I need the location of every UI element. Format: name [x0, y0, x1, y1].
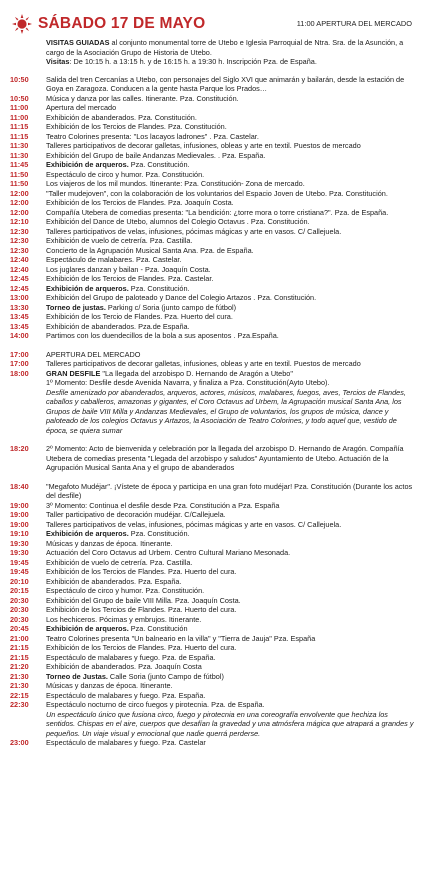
schedule-row: [10, 359, 420, 369]
event-time: 19:10: [10, 529, 29, 539]
event-time: 18:40: [10, 481, 29, 491]
event-text: Exhibición de los Tercio de Flandes. Pza. Huerto del cura.: [46, 312, 233, 322]
event-time: 20:15: [10, 586, 29, 596]
event-time: 18:00: [10, 368, 29, 378]
event-text: Salida del tren Cercanías a Utebo, con personajes del Siglo XVI que animarán y bailarán, desde la estación de Goya en Zaragoza. Conducen a la gente hasta Parque los Prados…: [46, 74, 405, 94]
event-description: [46, 388, 420, 436]
schedule-row: [10, 113, 420, 123]
event-text: Espectáculo de malabares. Pza. Castelar.: [46, 255, 182, 265]
schedule-row: [10, 141, 420, 151]
event-highlight: Torneo de justas.: [46, 302, 106, 312]
event-description: [46, 132, 420, 142]
event-time: 17:00: [10, 359, 29, 369]
event-time: 12:30: [10, 226, 29, 236]
schedule-row: [10, 274, 420, 284]
event-description: [46, 208, 420, 218]
event-description: [46, 255, 420, 265]
event-time: 11:30: [10, 141, 29, 151]
schedule-row: [10, 634, 420, 644]
event-time: [10, 378, 46, 388]
event-note: Un espectáculo único que fusiona circo, fuego y pirotecnia en una coreografía envolvente que hechiza los sentidos. Chispas en el aire, cuerpos que desafían la gravedad y una atmósfera mágica que atrapará a grandes y pequeños. Un viaje visual y emocional que nadie querrá perderse.: [46, 709, 414, 738]
event-description: [46, 710, 420, 739]
event-text: 1º Momento: Desfile desde Avenida Navarra, y finaliza a Pza. Constitución(Ayto Utebo).: [46, 378, 330, 388]
schedule-row: [10, 303, 420, 313]
event-text: Teatro Colorines presenta "Un balneario en la villa" y "Tierra de Jauja" Pza. España: [46, 633, 316, 643]
visitas-times: : De 10:15 h. a 13:15 h. y de 16:15 h. a 19:30 h. Inscripción Pza. de España.: [69, 57, 317, 67]
schedule-row: [10, 189, 420, 199]
opening-note: 11:00 APERTURA DEL MERCADO: [296, 19, 412, 28]
event-text: Espectáculo de circo y humor. Pza. Constitución.: [46, 169, 205, 179]
event-description: [46, 615, 420, 625]
event-description: [46, 567, 420, 577]
event-time: 21:15: [10, 652, 29, 662]
schedule-row: [10, 624, 420, 634]
schedule-section: [10, 482, 420, 748]
schedule-row: [10, 691, 420, 701]
event-time: 11:15: [10, 122, 29, 132]
schedule-row: [10, 510, 420, 520]
event-text: Pza. Constitución.: [128, 283, 190, 293]
event-highlight: Exhibición de arqueros.: [46, 160, 129, 170]
event-description: [46, 75, 420, 94]
event-description: [46, 662, 420, 672]
event-highlight: Exhibición de arqueros.: [46, 283, 129, 293]
event-description: [46, 293, 420, 303]
event-text: Talleres participativos de velas, infusiones, pócimas mágicas y arte en vasos. C/ Callejuela.: [46, 519, 342, 529]
event-text: Talleres participativos de velas, infusiones, pócimas mágicas y arte en vasos. C/ Callejuela.: [46, 226, 342, 236]
schedule-row: [10, 444, 420, 473]
schedule-row: [10, 160, 420, 170]
event-time: 13:45: [10, 312, 29, 322]
event-description: [46, 586, 420, 596]
schedule-row: [10, 586, 420, 596]
event-time: 19:30: [10, 538, 29, 548]
schedule-row: [10, 388, 420, 436]
schedule-row: [10, 710, 420, 739]
schedule-row: [10, 596, 420, 606]
event-description: [46, 170, 420, 180]
event-text: Músicas y danzas de época. Itinerante.: [46, 538, 173, 548]
event-text: Exhibición de abanderados. Pza. Joaquín Costa: [46, 662, 202, 672]
schedule-row: [10, 179, 420, 189]
event-text: Calle Soria (junto Campo de fútbol): [107, 671, 224, 681]
schedule-row: [10, 681, 420, 691]
event-description: [46, 350, 420, 360]
schedule-row: [10, 103, 420, 113]
schedule-row: [10, 170, 420, 180]
event-description: [46, 198, 420, 208]
event-text: Pza. Constitución.: [128, 529, 190, 539]
event-description: [46, 284, 420, 294]
event-description: [46, 700, 420, 710]
event-text: "Megafoto Mudéjar". ¡Vístete de época y participa en una gran foto mudéjar! Pza. Constitución (Durante los actos del desfile): [46, 481, 413, 501]
event-text: Parking c/ Soria (junto campo de fútbol): [105, 302, 237, 312]
event-text: Exhibición de los Tercios de Flandes. Pza. Constitución.: [46, 122, 227, 132]
event-time: 12:30: [10, 236, 29, 246]
event-description: [46, 227, 420, 237]
event-description: [46, 265, 420, 275]
event-time: [10, 710, 46, 739]
schedule-row: [10, 738, 420, 748]
event-text: Los hechiceros. Pócimas y embrujos. Itinerante.: [46, 614, 202, 624]
event-time: 12:10: [10, 217, 29, 227]
event-text: Partimos con los duendecillos de la bola a sus aposentos . Pza.España.: [46, 331, 279, 341]
schedule-row: [10, 548, 420, 558]
event-text: Taller participativo de decoración mudéjar. C/Callejuela.: [46, 510, 226, 520]
event-text: Compañía Utebera de comedias presenta: "La bendición: ¿torre mora o torre cristiana?". Pza. de España.: [46, 207, 389, 217]
event-description: [46, 691, 420, 701]
event-description: [46, 141, 420, 151]
event-text: "Taller mudejoven", con la colaboración de los voluntarios del Espacio Joven de Utebo. Pza. Constitución.: [46, 188, 388, 198]
event-time: 22:15: [10, 690, 29, 700]
event-time: 12:45: [10, 283, 29, 293]
event-text: Talleres participativos de decorar galletas, infusiones, obleas y arte en textil. Puestos de mercado: [46, 141, 361, 151]
event-description: [46, 122, 420, 132]
event-time: 12:30: [10, 245, 29, 255]
event-text: "La llegada del arzobispo D. Hernando de Aragón a Utebo": [100, 368, 293, 378]
event-text: Pza. Constitución.: [128, 160, 190, 170]
event-text: Exhibición de los Tercios de Flandes. Pza. Huerto del cura.: [46, 567, 237, 577]
event-time: 10:50: [10, 93, 29, 103]
schedule-row: [10, 653, 420, 663]
event-time: 19:00: [10, 500, 29, 510]
event-description: [46, 596, 420, 606]
event-description: [46, 369, 420, 379]
event-description: [46, 520, 420, 530]
event-highlight: Torneo de Justas.: [46, 671, 108, 681]
event-text: Exhibición de abanderados. Pza. Constitución.: [46, 112, 197, 122]
schedule-row: [10, 615, 420, 625]
event-time: 13:30: [10, 302, 29, 312]
schedule-row: [10, 605, 420, 615]
schedule-row: [10, 331, 420, 341]
event-time: 21:15: [10, 643, 29, 653]
event-time: 20:45: [10, 624, 29, 634]
event-time: 19:00: [10, 510, 29, 520]
schedule-row: [10, 529, 420, 539]
event-time: 12:45: [10, 274, 29, 284]
event-text: Espectáculo nocturno de circo fuegos y pirotecnia. Pza. de España.: [46, 700, 265, 710]
event-description: [46, 634, 420, 644]
event-time: 12:00: [10, 207, 29, 217]
schedule-row: [10, 662, 420, 672]
event-time: 14:00: [10, 331, 29, 341]
event-description: [46, 444, 420, 473]
event-text: APERTURA DEL MERCADO: [46, 349, 141, 359]
event-time: 20:30: [10, 595, 29, 605]
event-highlight: GRAN DESFILE: [46, 368, 101, 378]
event-time: 13:45: [10, 321, 29, 331]
event-text: Actuación del Coro Octavus ad Urbem. Centro Cultural Mariano Mesonada.: [46, 548, 291, 558]
event-text: Exhibición del Grupo de baile Andanzas Medievales. . Pza. España.: [46, 150, 266, 160]
event-description: [46, 577, 420, 587]
event-text: Exhibición de abanderados. Pza. España.: [46, 576, 182, 586]
event-time: 20:30: [10, 614, 29, 624]
event-description: [46, 605, 420, 615]
event-text: Teatro Colorines presenta: "Los lacayos ladrones" . Pza. Castelar.: [46, 131, 259, 141]
event-text: Música y danza por las calles. Itinerante. Pza. Constitución.: [46, 93, 239, 103]
event-text: Exhibición de los Tercios de Flandes. Pza. Huerto del cura.: [46, 605, 237, 615]
event-text: Espectáculo de malabares y fuego. Pza. España.: [46, 690, 206, 700]
event-time: 11:30: [10, 150, 29, 160]
event-text: Espectáculo de malabares y fuego. Pza. de España.: [46, 652, 216, 662]
event-description: [46, 103, 420, 113]
event-text: Espectáculo de malabares y fuego. Pza. Castelar: [46, 738, 206, 748]
event-description: [46, 624, 420, 634]
event-description: [46, 179, 420, 189]
schedule-row: [10, 539, 420, 549]
schedule-row: [10, 567, 420, 577]
schedule-section: [10, 350, 420, 436]
schedule-row: [10, 265, 420, 275]
schedule-row: [10, 520, 420, 530]
schedule-row: [10, 94, 420, 104]
schedule-row: [10, 246, 420, 256]
schedule-row: [10, 122, 420, 132]
schedule-row: [10, 350, 420, 360]
event-time: 10:50: [10, 74, 29, 84]
event-text: Exhibición de vuelo de cetrería. Pza. Castilla.: [46, 557, 193, 567]
schedule-section: [10, 444, 420, 473]
event-description: [46, 113, 420, 123]
event-time: 11:15: [10, 131, 29, 141]
event-description: [46, 160, 420, 170]
event-description: [46, 510, 420, 520]
event-description: [46, 189, 420, 199]
schedule-row: [10, 198, 420, 208]
event-text: Exhibición de vuelo de cetrería. Pza. Castilla.: [46, 236, 193, 246]
event-description: [46, 322, 420, 332]
schedule-row: [10, 75, 420, 94]
event-time: 21:30: [10, 681, 29, 691]
schedule-row: [10, 501, 420, 511]
event-text: Concierto de la Agrupación Musical Santa Ana. Pza. de España.: [46, 245, 254, 255]
event-text: Exhibición de los Tercios de Flandes. Pza. Joaquín Costa.: [46, 198, 234, 208]
schedule-row: [10, 643, 420, 653]
event-description: [46, 378, 420, 388]
schedule-row: [10, 369, 420, 379]
schedule-row: [10, 227, 420, 237]
event-time: 13:00: [10, 293, 29, 303]
event-time: 18:20: [10, 444, 29, 454]
event-time: 19:45: [10, 567, 29, 577]
schedule-row: [10, 672, 420, 682]
event-description: [46, 482, 420, 501]
event-text: Exhibición de los Tercios de Flandes. Pza. Castelar.: [46, 274, 214, 284]
event-time: 21:30: [10, 671, 29, 681]
event-description: [46, 653, 420, 663]
schedule-row: [10, 378, 420, 388]
event-time: 19:00: [10, 519, 29, 529]
event-description: [46, 529, 420, 539]
event-text: 2º Momento: Acto de bienvenida y celebración por la llegada del arzobispo D. Hernando de Aragón. Compañía Utebera de comedias presenta "Llegada del arzobispo y saludos" Ayuntamiento de Utebo. Actuación de la Agrupación Musical Santa Ana y el grupo de abanderados: [46, 444, 404, 473]
event-time: 23:00: [10, 738, 29, 748]
schedule-row: [10, 322, 420, 332]
schedule-row: [10, 208, 420, 218]
schedule-row: [10, 132, 420, 142]
event-time: 11:50: [10, 179, 29, 189]
schedule-row: [10, 482, 420, 501]
event-text: Exhibición del Grupo de baile VIII Milla. Pza. Joaquín Costa.: [46, 595, 241, 605]
visitas-label: VISITAS GUIADAS: [46, 38, 110, 47]
schedule-row: [10, 293, 420, 303]
event-time: 12:40: [10, 255, 29, 265]
event-time: 17:00: [10, 349, 29, 359]
event-text: Los viajeros de los mil mundos. Itinerante: Pza. Constitución- Zona de mercado.: [46, 179, 305, 189]
event-description: [46, 558, 420, 568]
event-text: Pza. Constitución: [128, 624, 188, 634]
event-description: [46, 359, 420, 369]
event-time: 22:30: [10, 700, 29, 710]
schedule-row: [10, 577, 420, 587]
event-time: 12:40: [10, 264, 29, 274]
schedule-row: [10, 700, 420, 710]
event-time: 19:45: [10, 557, 29, 567]
event-text: 3º Momento: Continua el desfile desde Pza. Constitución a Pza. España: [46, 500, 280, 510]
event-description: [46, 539, 420, 549]
event-time: 20:10: [10, 576, 29, 586]
event-highlight: Exhibición de arqueros.: [46, 624, 129, 634]
event-description: [46, 246, 420, 256]
event-description: [46, 151, 420, 161]
visitas-times-label: Visitas: [46, 57, 70, 67]
event-time: 11:50: [10, 169, 29, 179]
event-highlight: Exhibición de arqueros.: [46, 529, 129, 539]
schedule-row: [10, 151, 420, 161]
event-text: Los juglares danzan y bailan - Pza. Joaquín Costa.: [46, 264, 211, 274]
event-description: [46, 312, 420, 322]
day-title: SÁBADO 17 DE MAYO: [38, 15, 206, 32]
schedule-row: [10, 558, 420, 568]
guided-visits-intro: [46, 38, 420, 67]
schedule-row: [10, 312, 420, 322]
event-time: 21:00: [10, 633, 29, 643]
event-text: Músicas y danzas de época. Itinerante.: [46, 681, 173, 691]
sun-icon: [12, 14, 32, 34]
event-time: 11:00: [10, 112, 29, 122]
schedule-list: [10, 75, 420, 748]
event-description: [46, 672, 420, 682]
event-time: 21:20: [10, 662, 29, 672]
event-text: Exhibición de los Tercios de Flandes. Pza. Huerto del cura.: [46, 643, 237, 653]
event-note: Desfile amenizado por abanderados, arqueros, actores, músicos, malabares, fuegos, aves, Tercios de Flandes, caballos y caballeros, amazonas y gigantes, el Coro Octavus ad Urbem, la Agrupación musical Santa Ana, los Grupos de baile VIII Milla y Andanzas Medievales, el Grupo de voluntarios, los grupos de música, dance y paloteado de los colegios Octavus y Artazos, la Asociación de Teatro Colorines, y todo aquel que, vestido de época, se quiera sumar: [46, 387, 406, 435]
event-time: 11:45: [10, 160, 29, 170]
event-time: 19:30: [10, 548, 29, 558]
event-description: [46, 236, 420, 246]
event-time: 11:00: [10, 103, 29, 113]
event-description: [46, 738, 420, 748]
event-description: [46, 681, 420, 691]
schedule-row: [10, 255, 420, 265]
event-description: [46, 303, 420, 313]
event-description: [46, 643, 420, 653]
event-text: Espectáculo de circo y humor. Pza. Constitución.: [46, 586, 205, 596]
event-time: 12:00: [10, 188, 29, 198]
visitas-text: al conjunto monumental torre de Utebo e Iglesia Parroquial de Ntra. Sra. de la Asunción, a cargo de la Asociación Grupo de Historia de Utebo.: [46, 38, 404, 57]
event-time: 12:00: [10, 198, 29, 208]
schedule-row: [10, 217, 420, 227]
event-time: 20:30: [10, 605, 29, 615]
event-description: [46, 217, 420, 227]
event-text: Exhibición de abanderados. Pza.de España.: [46, 321, 190, 331]
event-text: Apertura del mercado: [46, 103, 117, 113]
event-description: [46, 331, 420, 341]
day-header: [10, 14, 420, 36]
schedule-row: [10, 284, 420, 294]
event-text: Talleres participativos de decorar galletas, infusiones, obleas y arte en textil. Puestos de mercado: [46, 359, 361, 369]
event-description: [46, 501, 420, 511]
schedule-section: [10, 75, 420, 341]
event-text: Exhibición del Dance de Utebo, alumnos del Colegio Octavus . Pza. Constitución.: [46, 217, 310, 227]
schedule-row: [10, 236, 420, 246]
event-description: [46, 548, 420, 558]
event-description: [46, 274, 420, 284]
event-time: [10, 388, 46, 436]
event-text: Exhibición del Grupo de paloteado y Dance del Colegio Artazos . Pza. Constitución.: [46, 293, 317, 303]
event-description: [46, 94, 420, 104]
